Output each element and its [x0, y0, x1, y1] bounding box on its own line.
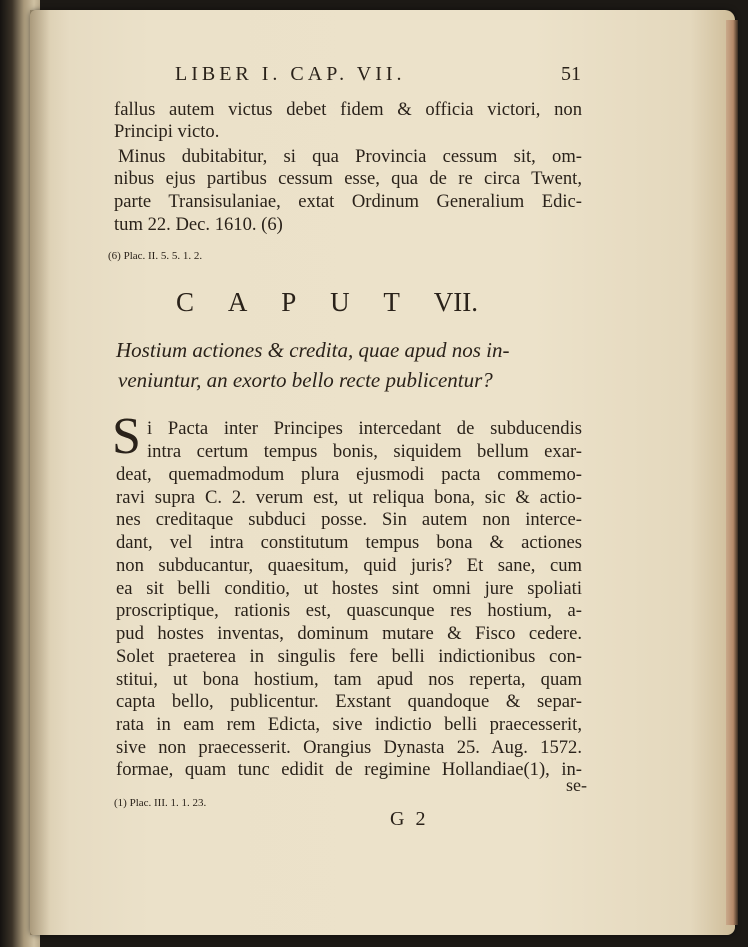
chapter-heading-letter: A: [227, 287, 248, 317]
signature-mark: G 2: [390, 808, 429, 830]
chapter-title-line: veniuntur, an exorto bello recte publicentur?: [118, 368, 493, 392]
body-line: ravi supra C. 2. verum est, ut reliqua bona, sic & actio-: [116, 487, 582, 508]
page-number: 51: [561, 63, 581, 85]
body-line: Principi victo.: [114, 121, 220, 142]
body-line: i Pacta inter Principes intercedant de subducendis: [147, 418, 582, 439]
body-line: rata in eam rem Edicta, sive indictio belli praecesserit,: [116, 714, 582, 735]
body-line: tum 22. Dec. 1610. (6): [114, 214, 283, 235]
chapter-heading: [176, 287, 478, 318]
body-line: stitui, ut bona hostium, tam apud nos reperta, quam: [116, 669, 582, 690]
chapter-heading-letter: T: [383, 287, 400, 317]
chapter-heading-numeral: VII.: [433, 287, 478, 317]
body-line: Minus dubitabitur, si qua Provincia cessum sit, om-: [118, 146, 582, 167]
body-line: ea sit belli conditio, ut hostes sint omni jure spoliati: [116, 578, 582, 599]
body-line: non subducantur, quaesitum, quid juris? Et sane, cum: [116, 555, 582, 576]
running-head: LIBER I. CAP. VII.: [175, 63, 406, 85]
body-line: proscriptique, rationis est, quascunque res hostium, a-: [116, 600, 582, 621]
chapter-heading-letter: C: [176, 287, 195, 317]
catchword: se-: [566, 775, 587, 795]
body-line: pud hostes inventas, dominum mutare & Fisco cedere.: [116, 623, 582, 644]
body-line: Solet praeterea in singulis fere belli indictionibus con-: [116, 646, 582, 667]
body-line: deat, quemadmodum plura ejusmodi pacta commemo-: [116, 464, 582, 485]
body-line: intra certum tempus bonis, siquidem bellum exar-: [147, 441, 582, 462]
chapter-heading-letter: P: [281, 287, 297, 317]
footnote: (1) Plac. III. 1. 1. 23.: [114, 797, 207, 809]
chapter-title-line: Hostium actiones & credita, quae apud nos in-: [116, 338, 510, 362]
body-line: nibus ejus partibus cessum esse, qua de re circa Twent,: [114, 168, 582, 189]
body-line: fallus autem victus debet fidem & officia victori, non: [114, 99, 582, 120]
body-line: dant, vel intra constitutum tempus bona & actiones: [116, 532, 582, 553]
gutter-shadow: [30, 10, 50, 935]
body-line: nes creditaque subduci posse. Sin autem non interce-: [116, 509, 582, 530]
chapter-heading-letter: U: [330, 287, 350, 317]
body-line: formae, quam tunc edidit de regimine Hollandiae(1), in-: [116, 759, 582, 780]
body-line: capta bello, publicentur. Exstant quandoque & separ-: [116, 691, 582, 712]
body-line: parte Transisulaniae, extat Ordinum Generalium Edic-: [114, 191, 582, 212]
footnote: (6) Plac. II. 5. 5. 1. 2.: [108, 250, 203, 262]
body-line: sive non praecesserit. Orangius Dynasta 25. Aug. 1572.: [116, 737, 582, 758]
page-fore-edge: [726, 20, 738, 925]
drop-capital: S: [112, 408, 141, 465]
